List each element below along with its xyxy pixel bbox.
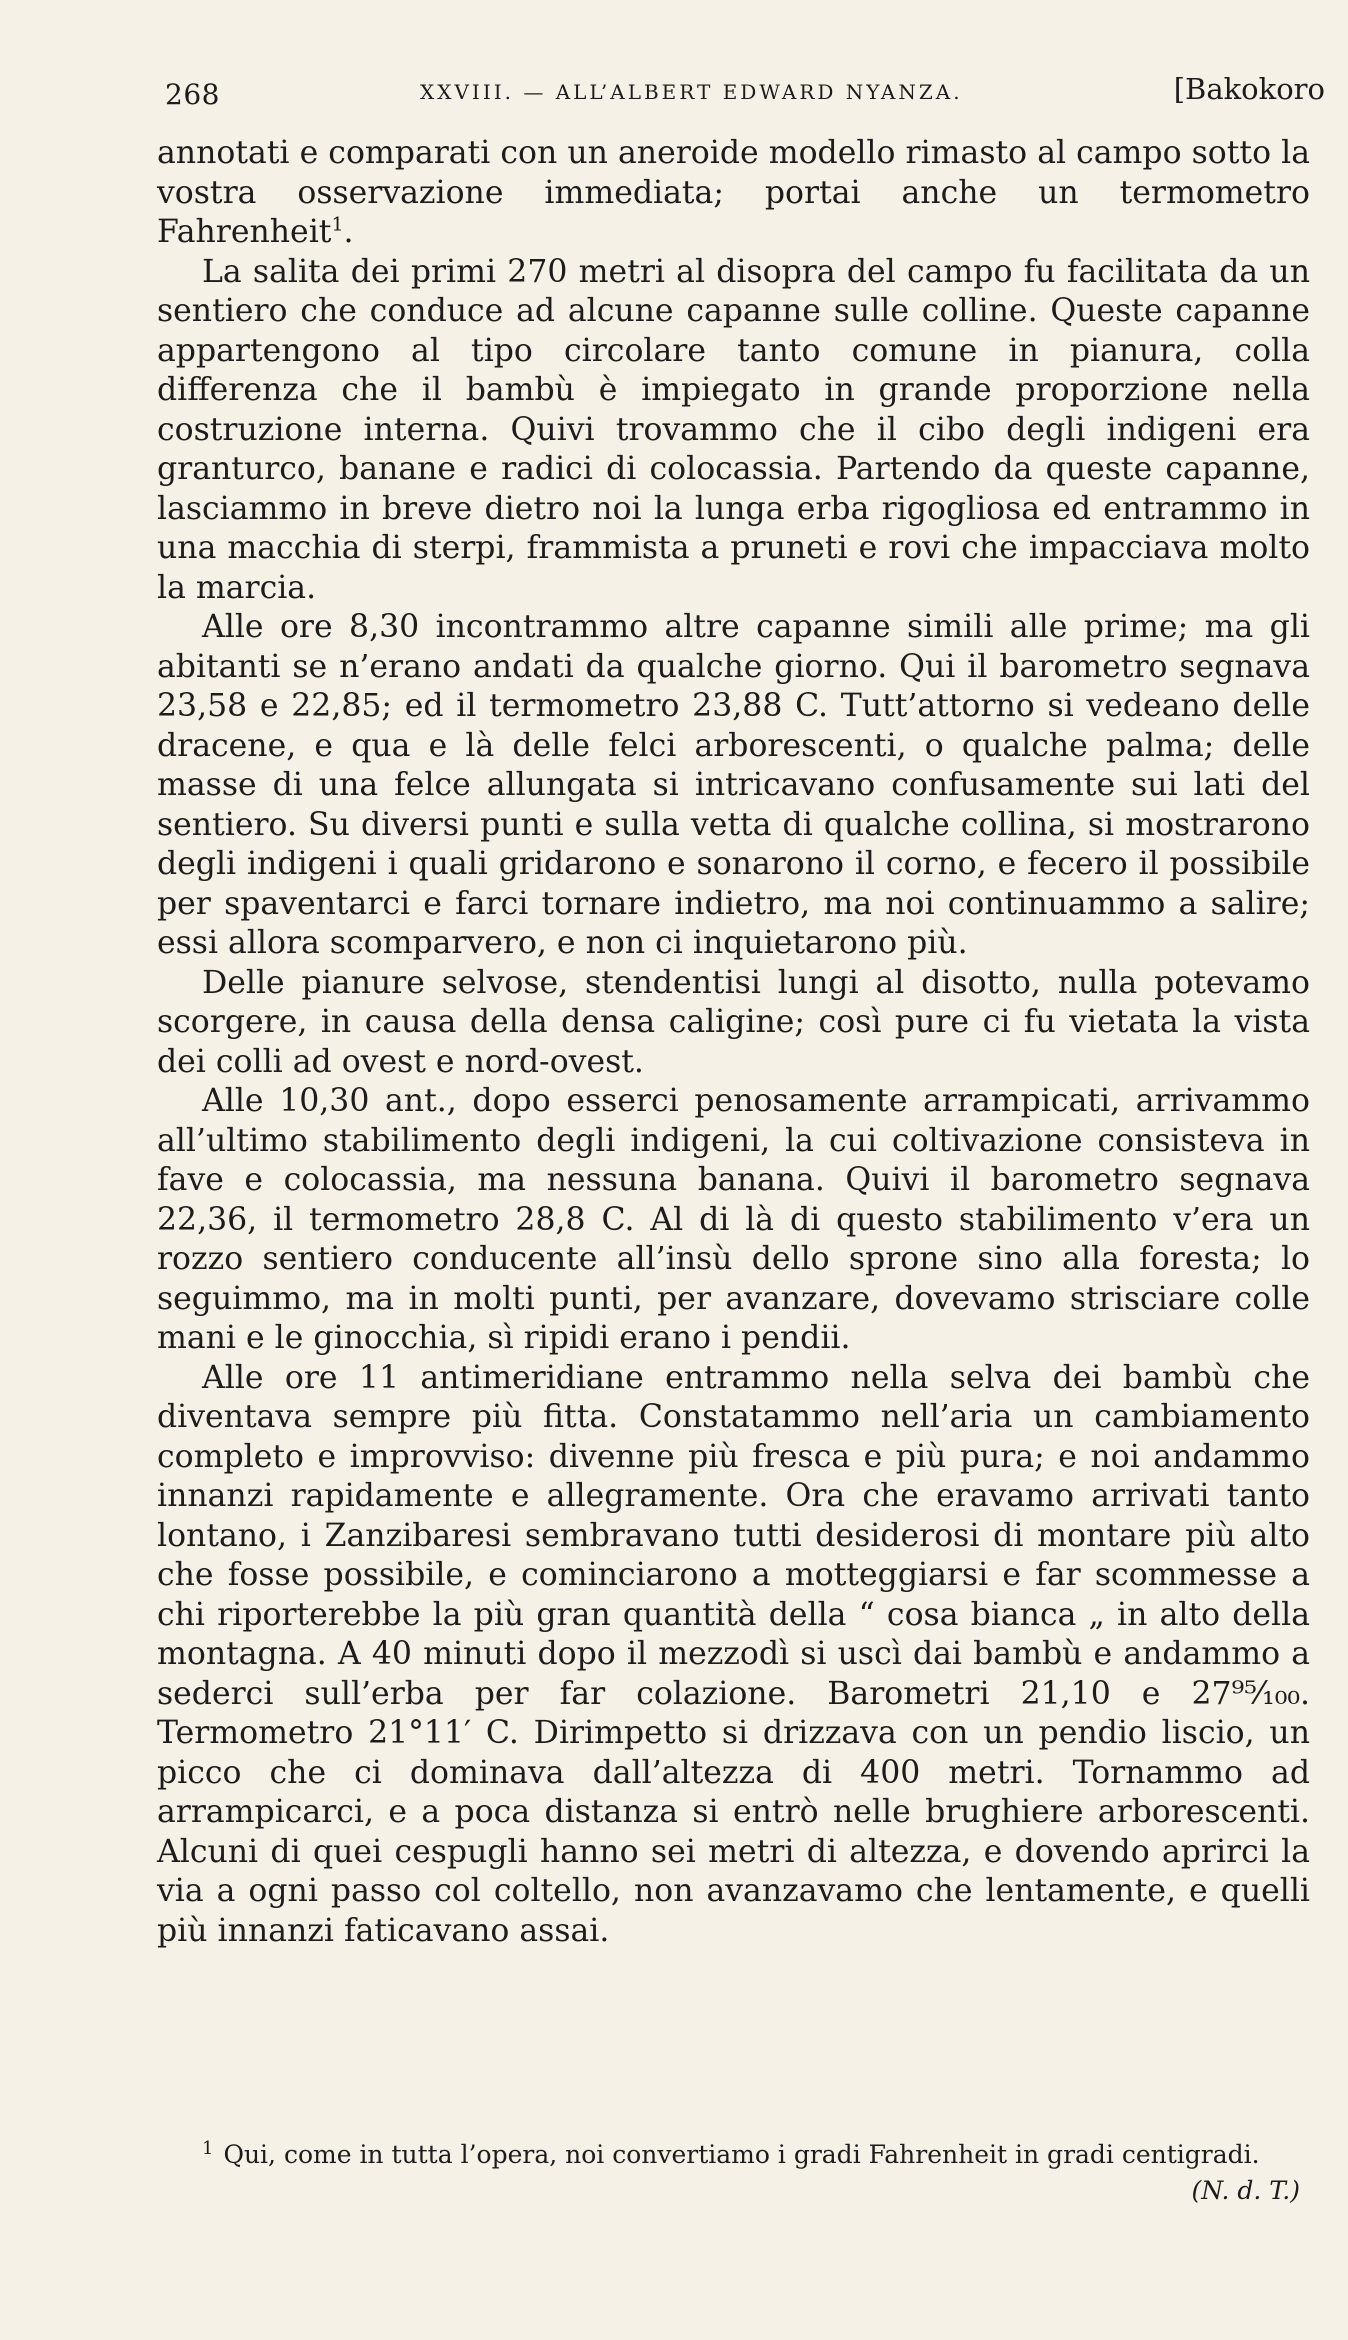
chapter-title: XXVIII. — ALL’ALBERT EDWARD NYANZA. (420, 80, 963, 104)
paragraph: Delle pianure selvose, stendentisi lungi al disotto, nulla potevamo scorgere, in causa della densa caligine; così pure ci fu vietata la vista dei colli ad ovest e nord-ovest. (157, 964, 1310, 1080)
section-marker: [Bakokoro (1173, 72, 1325, 106)
body-text (157, 134, 1310, 1951)
footnote-text: Qui, come in tutta l’opera, noi convertiamo i gradi Fahrenheit in gradi centigradi. (223, 2140, 1260, 2169)
footnote-mark: 1 (202, 2137, 214, 2159)
paragraph: La salita dei primi 270 metri al disopra del campo fu facilitata da un sentiero che conduce ad alcune capanne sulle colline. Queste capanne appartengono al tipo circolare tanto comune in pianura, colla differenza che il bambù è impiegato in grande proporzione nella costruzione interna. Quivi trovammo che il cibo degli indigeni era granturco, banane e radici di colocassia. Partendo da queste capanne, lasciammo in breve dietro noi la lunga erba rigogliosa ed entrammo in una macchia di sterpi, frammista a pruneti e rovi che impacciava molto la marcia. (157, 253, 1310, 606)
paragraph: Alle ore 8,30 incontrammo altre capanne simili alle prime; ma gli abitanti se n’erano andati da qualche giorno. Qui il barometro segnava 23,58 e 22,85; ed il termometro 23,88 C. Tutt’attorno si vedeano delle dracene, e qua e là delle felci arborescenti, o qualche palma; delle masse di una felce allungata si intricavano confusamente sui lati del sentiero. Su diversi punti e sulla vetta di qualche collina, si mostrarono degli indigeni i quali gridarono e sonarono il corno, e fecero il possibile per spaventarci e farci tornare indietro, ma noi continuammo a salire; essi allora scomparvero, e non ci inquietarono più. (157, 609, 1310, 961)
footnote-reference[interactable]: 1 (331, 213, 344, 236)
paragraph: annotati e comparati con un aneroide modello rimasto al campo sotto la vostra osservazione immediata; portai anche un termometro Fahrenheit$^1$. (157, 135, 1310, 250)
footnote (157, 2137, 1310, 2209)
page-number: 268 (165, 78, 220, 111)
paragraph: Alle ore 11 antimeridiane entrammo nella selva dei bambù che diventava sempre più fitta. Constatammo nell’aria un cambiamento completo e improvviso: divenne più fresca e più pura; e noi andammo innanzi rapidamente e allegramente. Ora che eravamo arrivati tanto lontano, i Zanzibaresi sembravano tutti desiderosi di montare più alto che fosse possibile, e cominciarono a motteggiarsi e far scommesse a chi riporterebbe la più gran quantità della “ cosa bianca „ in alto della montagna. A 40 minuti dopo il mezzodì si uscì dai bambù e andammo a sederci sull’erba per far colazione. Barometri 21,10 e 27⁹⁵⁄₁₀₀. Termometro 21°11′ C. Dirimpetto si drizzava con un pendio liscio, un picco che ci dominava dall’altezza di 400 metri. Tornammo ad arrampicarci, e a poca distanza si entrò nelle brughiere arborescenti. Alcuni di quei cespugli hanno sei metri di altezza, e dovendo aprirci la via a ogni passo col coltello, non avanzavamo che lentamente, e quelli più innanzi faticavano assai. (157, 1359, 1310, 1949)
running-header (165, 72, 1325, 116)
paragraph: Alle 10,30 ant., dopo esserci penosamente arrampicati, arrivammo all’ultimo stabilimento degli indigeni, la cui coltivazione consisteva in fave e colocassia, ma nessuna banana. Quivi il barometro segnava 22,36, il termometro 28,8 C. Al di là di questo stabilimento v’era un rozzo sentiero conducente all’insù dello sprone sino alla foresta; lo seguimmo, ma in molti punti, per avanzare, dovevamo strisciare colle mani e le ginocchia, sì ripidi erano i pendii. (157, 1083, 1310, 1356)
translator-note: (N. d. T.) (1191, 2176, 1300, 2205)
